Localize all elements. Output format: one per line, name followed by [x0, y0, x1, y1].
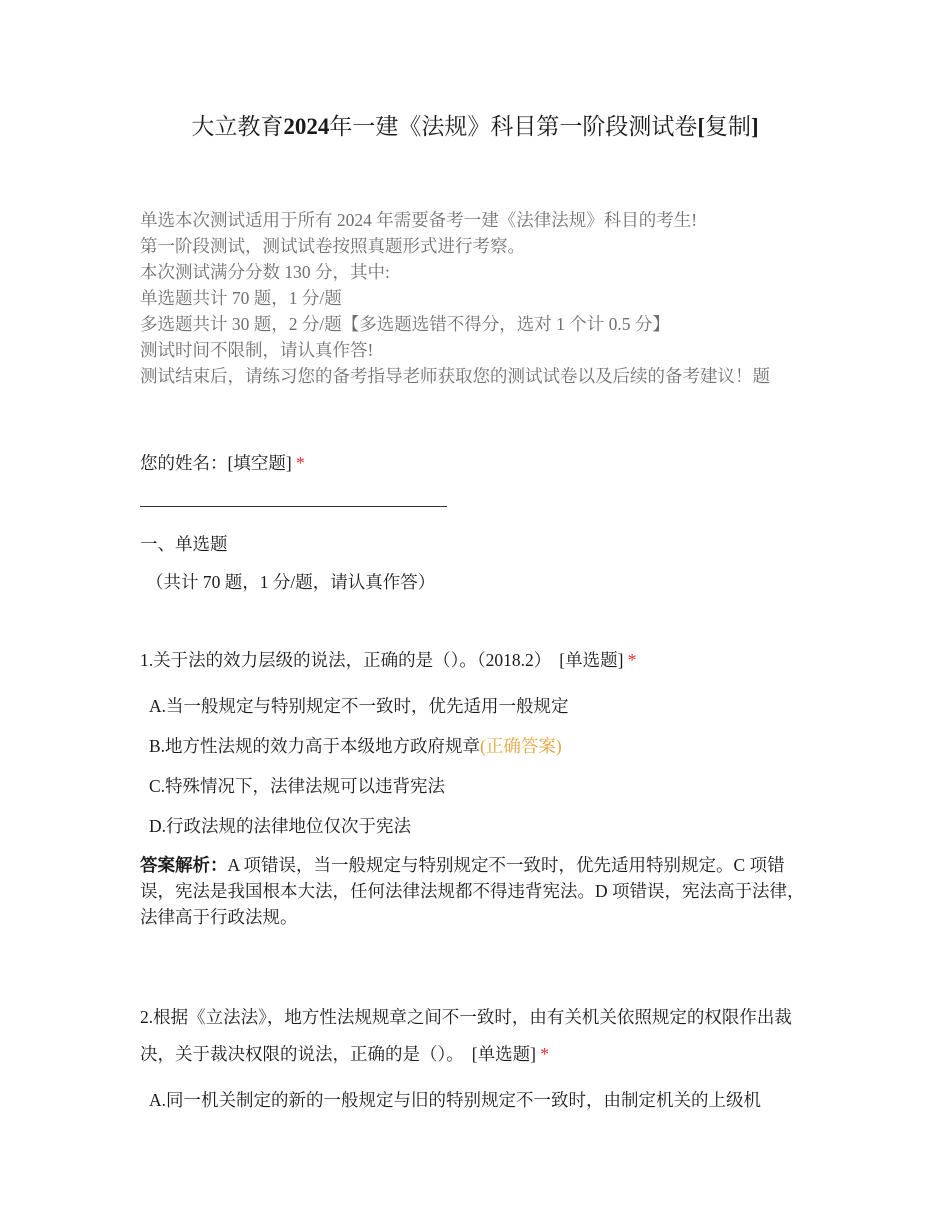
intro-line: 多选题共计 30 题，2 分/题【多选题选错不得分，选对 1 个计 0.5 分】 — [140, 314, 670, 334]
required-mark: * — [540, 1044, 550, 1064]
question-2-options — [149, 1087, 761, 1127]
question-2-title: 2.根据《立法法》，地方性法规规章之间不一致时，由有关机关依照规定的权限作出裁决，关于裁决权限的说法，正确的是（）。 [单选题] * — [140, 1007, 792, 1064]
option-d[interactable]: D.行政法规的法律地位仅次于宪法 — [149, 816, 412, 836]
intro-line: 第一阶段测试，测试试卷按照真题形式进行考察。 — [140, 236, 525, 256]
section-description: （共计 70 题，1 分/题，请认真作答） — [146, 572, 436, 592]
intro-line: 单选本次测试适用于所有 2024 年需要备考一建《法律法规》科目的考生! — [140, 210, 698, 230]
intro-line: 本次测试满分分数 130 分，其中: — [140, 262, 390, 282]
page-title: 大立教育2024年一建《法规》科目第一阶段测试卷[复制] — [191, 114, 759, 139]
required-mark: * — [296, 453, 305, 473]
answer-analysis — [140, 852, 812, 930]
question-type-tag: [单选题] — [559, 650, 624, 670]
option-a[interactable]: A.同一机关制定的新的一般规定与旧的特别规定不一致时，由制定机关的上级机 — [149, 1090, 762, 1110]
name-answer-blank[interactable] — [140, 506, 447, 507]
question-type-tag: [填空题] — [227, 453, 292, 473]
required-mark: * — [627, 650, 637, 670]
option-c[interactable]: C.特殊情况下，法律法规可以违背宪法 — [149, 776, 446, 796]
analysis-label: 答案解析： — [140, 855, 228, 875]
correct-answer-label: (正确答案) — [480, 736, 562, 756]
intro-line: 单选题共计 70 题，1 分/题 — [140, 288, 342, 308]
question-1-title: 1.关于法的效力层级的说法，正确的是（）。（2018.2） [单选题] * — [140, 650, 637, 670]
question-1-options — [149, 693, 569, 853]
name-question-label: 您的姓名： — [140, 453, 228, 473]
section-title: 一、单选题 — [140, 534, 228, 554]
option-a[interactable]: A.当一般规定与特别规定不一致时，优先适用一般规定 — [149, 696, 569, 716]
option-b[interactable]: B.地方性法规的效力高于本级地方政府规章(正确答案) — [149, 736, 562, 756]
intro-line: 测试时间不限制，请认真作答! — [140, 340, 374, 360]
intro-line: 测试结束后，请练习您的备考指导老师获取您的测试试卷以及后续的备考建议！题 — [140, 366, 770, 386]
question-type-tag: [单选题] — [471, 1044, 536, 1064]
name-question — [140, 450, 305, 476]
analysis-text: A 项错误，当一般规定与特别规定不一致时，优先适用特别规定。C 项错误，宪法是我国根本大法，任何法律法规都不得违背宪法。D 项错误，宪法高于法律，法律高于行政法规。 — [140, 855, 805, 927]
intro-text — [140, 207, 830, 389]
